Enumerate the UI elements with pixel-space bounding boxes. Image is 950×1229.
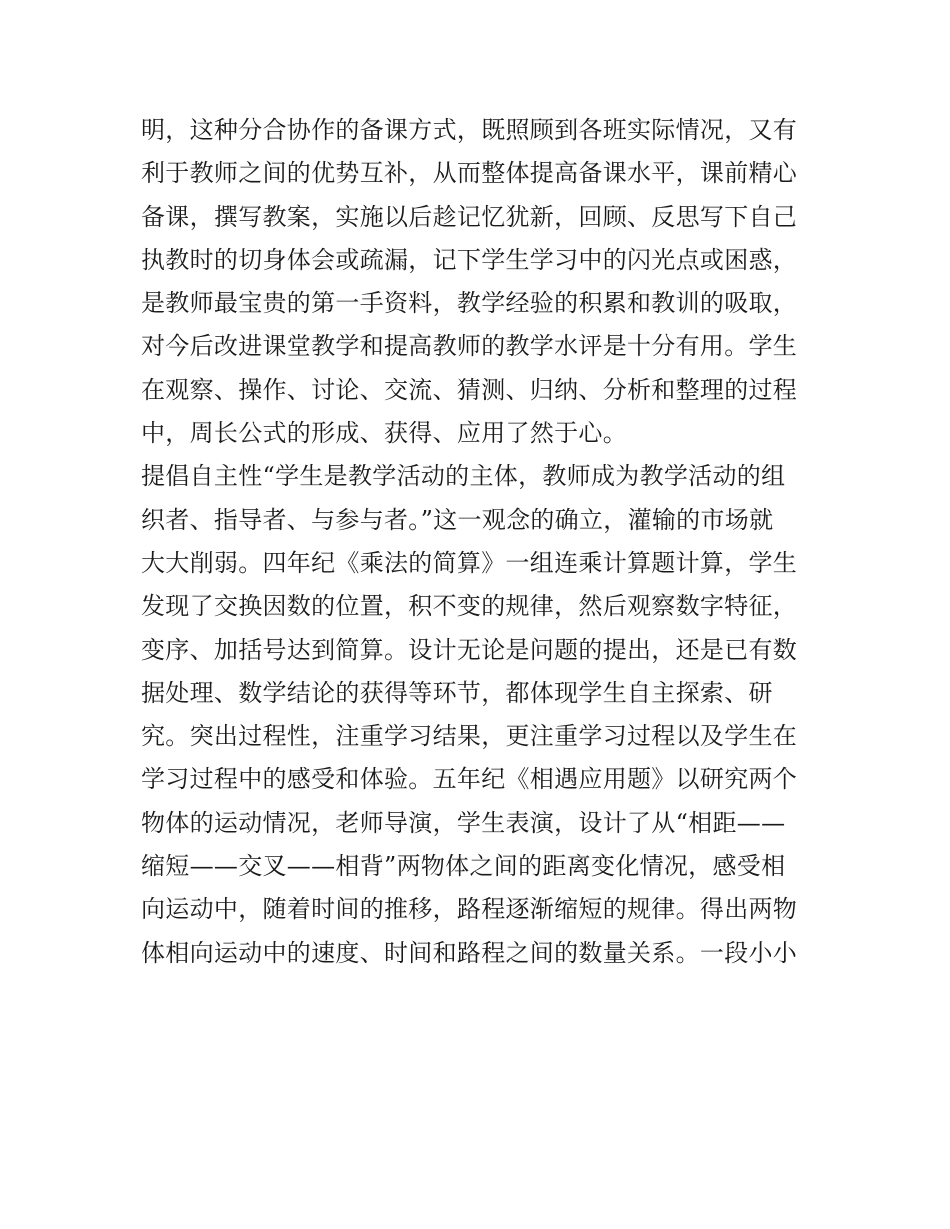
text-line: 织者、指导者、与参与者。”这一观念的确立，灌输的市场就 [141, 505, 774, 534]
text-line: 中，周长公式的形成、获得、应用了然于心。 [141, 419, 627, 448]
text-line: 提倡自主性“学生是教学活动的主体，教师成为教学活动的组 [141, 462, 786, 491]
text-line: 大大削弱。四年纪《乘法的简算》一组连乘计算题计算，学生 [141, 548, 798, 577]
text-line: 执教时的切身体会或疏漏，记下学生学习中的闪光点或困惑， [141, 245, 798, 274]
text-line: 变序、加括号达到简算。设计无论是问题的提出，还是已有数 [141, 635, 798, 664]
text-line: 发现了交换因数的位置，积不变的规律，然后观察数字特征， [141, 592, 798, 621]
body-text [141, 109, 821, 975]
text-line: 是教师最宝贵的第一手资料，教学经验的积累和教训的吸取， [141, 289, 798, 318]
text-line: 据处理、数学结论的获得等环节，都体现学生自主探索、研 [141, 678, 773, 707]
text-line: 利于教师之间的优势互补，从而整体提高备课水平，课前精心 [141, 159, 798, 188]
text-line: 物体的运动情况，老师导演，学生表演，设计了从“相距—— [141, 808, 786, 837]
text-line: 对今后改进课堂教学和提高教师的教学水评是十分有用。学生 [141, 332, 798, 361]
text-line: 明，这种分合协作的备课方式，既照顾到各班实际情况，又有 [141, 116, 798, 144]
text-line: 备课，撰写教案，实施以后趁记忆犹新，回顾、反思写下自己 [141, 202, 798, 231]
text-line: 向运动中，随着时间的推移，路程逐渐缩短的规律。得出两物 [141, 895, 798, 924]
text-line: 学习过程中的感受和体验。五年纪《相遇应用题》以研究两个 [141, 765, 798, 794]
text-line: 究。突出过程性，注重学习结果，更注重学习过程以及学生在 [141, 722, 798, 751]
text-line: 缩短——交叉——相背”两物体之间的距离变化情况，感受相 [141, 852, 786, 881]
text-line: 在观察、操作、讨论、交流、猜测、归纳、分析和整理的过程 [141, 375, 798, 404]
text-line: 体相向运动中的速度、时间和路程之间的数量关系。一段小小 [141, 938, 798, 967]
